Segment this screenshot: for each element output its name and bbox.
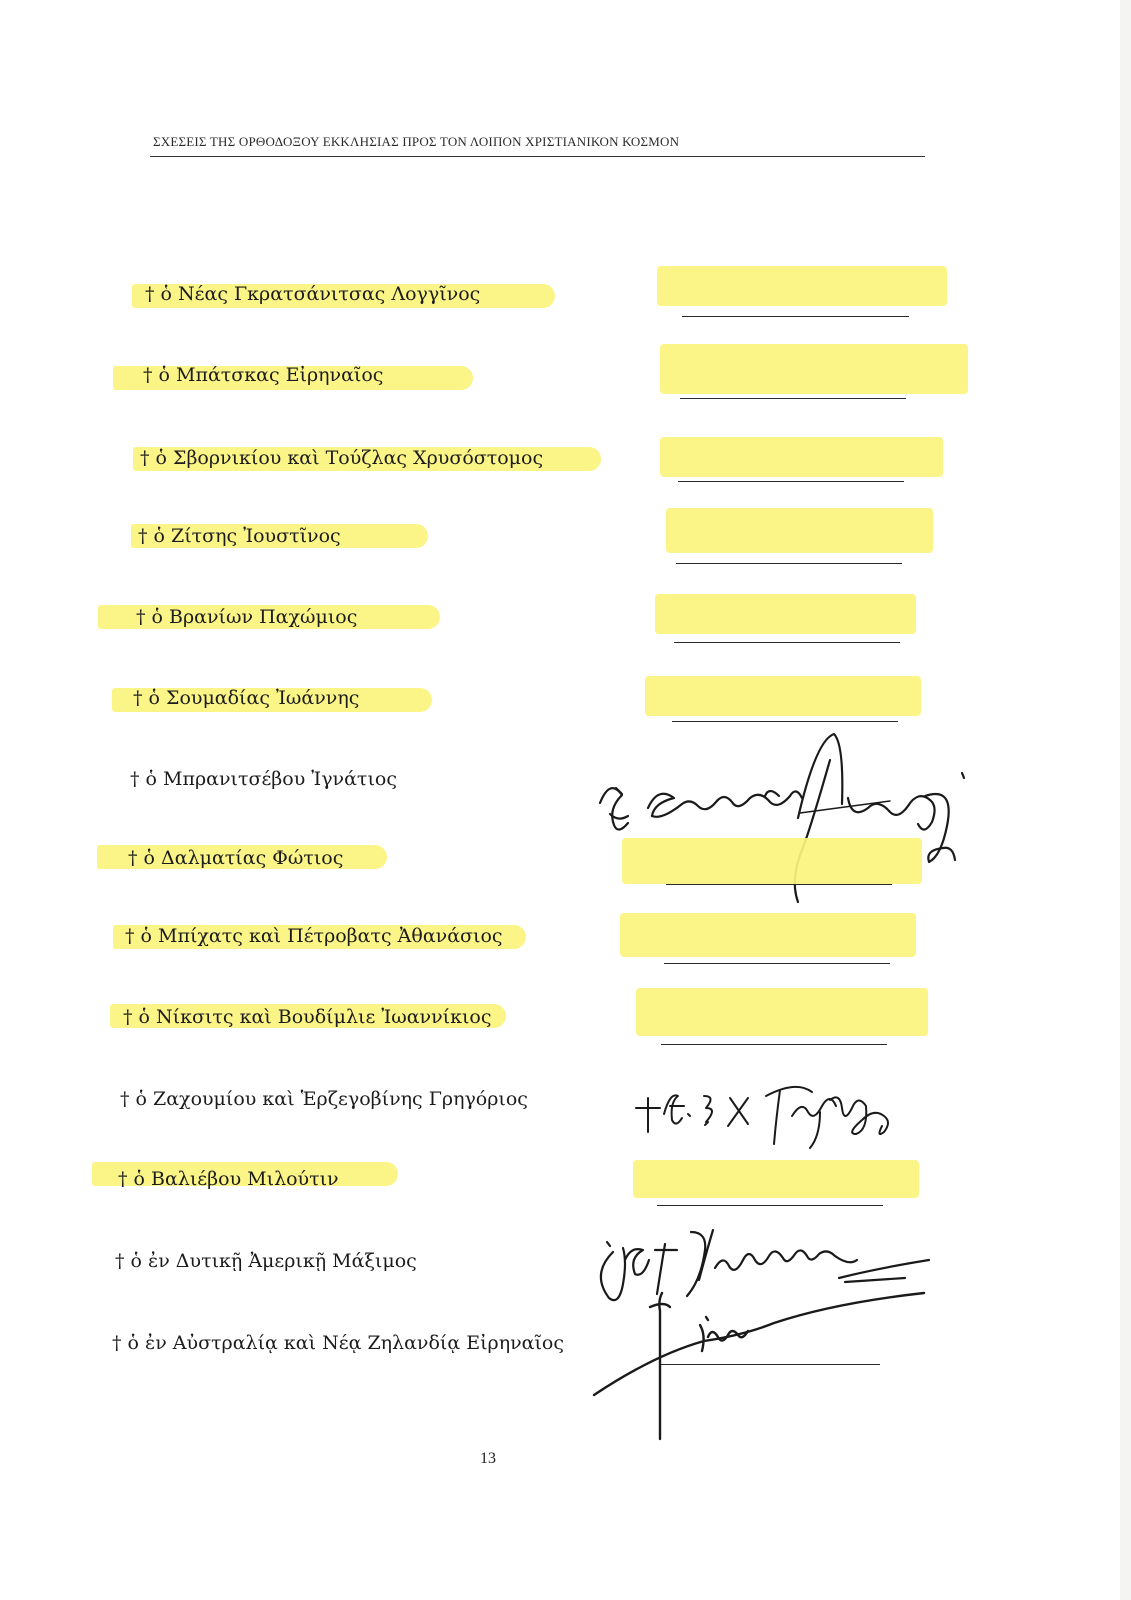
signature-line (657, 1205, 883, 1206)
signatory-name: † ὁ Βαλιέβου Μιλούτιν (118, 1168, 339, 1190)
signature-highlight (660, 437, 943, 477)
signatory-name: † ὁ ἐν Δυτικῇ Ἀμερικῇ Μάξιμος (115, 1250, 417, 1272)
signature-highlight (666, 508, 933, 553)
signature-line (682, 316, 909, 317)
signature-line (678, 481, 904, 482)
signatory-name: † ὁ Μπίχατς καὶ Πέτροβατς Ἀθανάσιος (125, 925, 503, 947)
signature-line (666, 884, 892, 885)
signature-highlight (655, 594, 916, 634)
handwritten-signature (590, 1285, 940, 1445)
signatory-name: † ὁ Ζαχουμίου καὶ Ἑρζεγοβίνης Γρηγόριος (120, 1088, 528, 1110)
signature-highlight (622, 838, 922, 884)
signatory-name: † ὁ Μπάτσκας Εἰρηναῖος (143, 364, 384, 386)
signatory-name: † ὁ ἐν Αὐστραλίᾳ καὶ Νέᾳ Ζηλανδίᾳ Εἰρηναῖος (112, 1332, 565, 1354)
page-number: 13 (480, 1450, 496, 1467)
running-header: ΣΧΕΣΕΙΣ ΤΗΣ ΟΡΘΟΔΟΞΟΥ ΕΚΚΛΗΣΙΑΣ ΠΡΟΣ ΤΟΝ ΛΟΙΠΟΝ ΧΡΙΣΤΙΑΝΙΚΟΝ ΚΟΣΜΟΝ (153, 134, 680, 149)
signatory-name: † ὁ Βρανίων Παχώμιος (136, 606, 358, 628)
signatory-name: † ὁ Νίκσιτς καὶ Βουδίμλιε Ἰωαννίκιος (123, 1006, 492, 1028)
header-rule (150, 156, 925, 157)
signature-line (676, 563, 902, 564)
signature-highlight (660, 344, 968, 394)
signatory-name: † ὁ Σουμαδίας Ἰωάννης (133, 687, 360, 709)
handwritten-signature (630, 1070, 910, 1160)
signatory-name: † ὁ Σβορνικίου καὶ Τούζλας Χρυσόστομος (140, 447, 544, 469)
signature-highlight (633, 1160, 919, 1198)
signature-highlight (657, 266, 947, 306)
signatory-name: † ὁ Νέας Γκρατσάνιτσας Λογγῖνος (145, 283, 481, 305)
signature-highlight (636, 988, 928, 1036)
signatory-name: † ὁ Μπρανιτσέβου Ἰγνάτιος (130, 768, 397, 790)
signature-line (674, 642, 900, 643)
signature-line (680, 398, 906, 399)
signatory-name: † ὁ Ζίτσης Ἰουστῖνος (138, 525, 341, 547)
signatory-name: † ὁ Δαλματίας Φώτιος (128, 847, 344, 869)
signature-line (661, 1044, 887, 1045)
signature-highlight (620, 913, 916, 957)
signature-line (664, 963, 890, 964)
signature-highlight (645, 676, 921, 716)
